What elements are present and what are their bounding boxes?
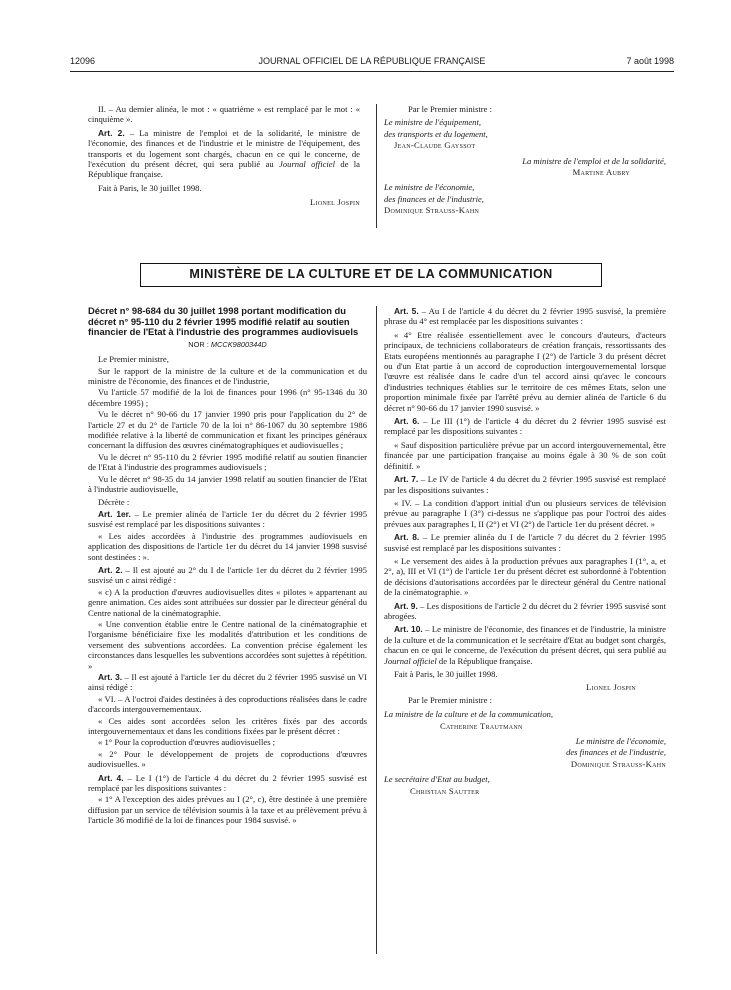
premier-ministre: Le Premier ministre, <box>98 354 169 365</box>
article-10 <box>384 624 666 666</box>
article-3-text: – Il est ajouté à l'article 1er du décret du 2 février 1995 susvisé un VI ainsi rédigé : <box>88 671 367 693</box>
article-3-quote-2: « Ces aides sont accordées selon les critères fixés par des accords intergouvernementaux et dans les conditions fixées par le présent décret : <box>88 715 367 736</box>
signatory-role-1b: des transports et du logement, <box>384 128 488 139</box>
paragraph-ii: II. – Au dernier alinéa, le mot : « quatrième » est remplacé par le mot : « cinquième ». <box>88 104 360 125</box>
article-2-decree-label: Art. 2. <box>98 564 123 575</box>
article-9 <box>384 601 666 622</box>
decree-name-2: Dominique Strauss-Kahn <box>570 758 666 769</box>
running-header <box>70 56 674 70</box>
sur-le-rapport: Sur le rapport de la ministre de la culture et de la communication et du ministre de l'économie, des finances et de l'industrie, <box>88 365 367 386</box>
signatory-name-3: Dominique Strauss-Kahn <box>384 205 480 216</box>
decree-name-1: Catherine Trautmann <box>440 720 523 731</box>
decree-role-2b: des finances et de l'industrie, <box>566 747 666 758</box>
signer-name: Lionel Jospin <box>310 197 360 208</box>
article-8 <box>384 532 666 553</box>
header-rule <box>70 71 674 72</box>
decree-role-1: La ministre de la culture et de la communication, <box>384 709 554 720</box>
decree-title: Décret n° 98-684 du 30 juillet 1998 portant modification du décret n° 95-110 du 2 février 1995 modifié relatif au soutien financier de l'Etat à l'industrie des programmes audiovisuels <box>88 305 359 338</box>
fait-a-paris: Fait à Paris, le 30 juillet 1998. <box>98 182 202 193</box>
column-rule-bottom <box>376 306 377 954</box>
decree-name-3: Christian Sautter <box>410 785 480 796</box>
journal-officiel-ref: Journal officiel <box>279 159 335 170</box>
article-3-quote-1: « VI. – A l'octroi d'aides destinées à des coproductions réalisées dans le cadre d'accords intergouvernementaux. <box>88 693 367 715</box>
visa-3: Vu le décret n° 95-110 du 2 février 1995 modifié relatif au soutien financier de l'Etat à l'industrie des programmes audiovisuels ; <box>88 451 367 473</box>
article-10-label: Art. 10. <box>394 624 423 635</box>
page-number: 12096 <box>70 56 96 66</box>
article-7 <box>384 474 666 495</box>
article-6 <box>384 416 666 437</box>
article-6-text: – Le III (1°) de l'article 4 du décret du 2 février 1995 susvisé est remplacé par les dispositions suivantes : <box>384 416 666 437</box>
article-3 <box>88 672 367 693</box>
article-2-end: de la République française. <box>88 159 360 180</box>
signatory-name-2: Martine Aubry <box>572 167 630 178</box>
signatory-role-1a: Le ministre de l'équipement, <box>384 117 481 128</box>
journal-title: JOURNAL OFFICIEL DE LA RÉPUBLIQUE FRANÇAISE <box>258 56 486 66</box>
visa-4: Vu le décret n° 98-35 du 14 janvier 1998 relatif au soutien financier de l'Etat à l'industrie audiovisuelle, <box>88 473 367 495</box>
decree-par-le: Par le Premier ministre : <box>408 694 493 705</box>
article-2-quote-1: « c) A la production d'œuvres audiovisuelles dites « pilotes » appartenant au genre animation. Ces aides sont attribuées sur dossier par le directeur général du Centre national de la cinématographie. <box>88 586 367 618</box>
nor-reference <box>88 340 367 350</box>
signatory-role-3b: des finances et de l'industrie, <box>384 193 484 204</box>
article-5-text: – Au I de l'article 4 du décret du 2 février 1995 susvisé, la première phrase du 4° est remplacée par les dispositions suivantes : <box>384 306 666 327</box>
visa-1: Vu l'article 57 modifié de la loi de finances pour 1996 (n° 95-1346 du 30 décembre 1995) ; <box>88 387 367 408</box>
article-5 <box>384 306 666 327</box>
article-7-text: – Le IV de l'article 4 du décret du 2 février 1995 susvisé est remplacé par les dispositions suivantes : <box>384 474 666 495</box>
decree-role-2a: Le ministre de l'économie, <box>575 736 666 747</box>
decree-fait-a-paris: Fait à Paris, le 30 juillet 1998. <box>394 669 498 679</box>
par-le-premier-ministre: Par le Premier ministre : <box>408 104 493 114</box>
column-rule-top <box>376 104 377 228</box>
article-6-label: Art. 6. <box>394 416 420 427</box>
article-10-text: – Le ministre de l'économie, des finances et de l'industrie, la ministre de la culture et de la communication et le secrétaire d'Etat au budget sont chargés, chacun en ce qui le concerne, de l'exécution du présent décret, qui sera publié au <box>384 624 666 656</box>
article-2 <box>88 565 367 586</box>
decree-right-column <box>384 306 666 797</box>
article-10-end: de la République française. <box>436 655 533 666</box>
article-8-quote: « Le versement des aides à la production prévues aux paragraphes I (1°, a, et 2°, a), III et VI (1°) de l'article 1er du présent décret est subordonné à l'obtention de décisions d'autorisations accordées par le directeur général du Centre national de la cinématographie. » <box>384 555 666 598</box>
article-6-quote: « Sauf disposition particulière prévue par un accord intergouvernemental, être financée par une participation française au moins égale à 30 % de son coût définitif. » <box>384 439 666 471</box>
nor-code: MCCK9800344D <box>210 339 267 349</box>
decrete: Décrète : <box>98 497 130 508</box>
decree-signer: Lionel Jospin <box>586 682 636 693</box>
decree-left-column <box>88 306 367 827</box>
visa-2: Vu le décret n° 90-66 du 17 janvier 1990 pris pour l'application du 2° de l'article 27 et du 2° de l'article 70 de la loi n° 86-1067 du 30 septembre 1986 modifiée relative à la liberté de communication et fixant les principes généraux concernant la diffusion des œuvres cinématographiques et audiovisuelles ; <box>88 409 367 451</box>
article-7-label: Art. 7. <box>394 474 419 485</box>
article-2-label: Art. 2. <box>98 127 125 138</box>
decree-role-3: Le secrétaire d'Etat au budget, <box>384 774 490 785</box>
article-8-text: – Le premier alinéa du I de l'article 7 du décret du 2 février 1995 susvisé est remplacé par les dispositions suivantes : <box>384 532 666 553</box>
article-3-quote-4: « 2° Pour le développement de projets de coproductions d'œuvres audiovisuelles. » <box>88 748 367 770</box>
article-2-decree-text: – Il est ajouté au 2° du I de l'article 1er du décret du 2 février 1995 susvisé un c ainsi rédigé : <box>88 564 367 586</box>
article-4-quote: « 1° A l'exception des aides prévues au I (2°, c), être destinée à une première diffusion par un service de télévision soumis à la taxe et au prélèvement prévu à l'article 36 modifié de la loi de finances pour 1984 susvisé. » <box>88 794 367 826</box>
article-1-label: Art. 1er. <box>98 508 131 519</box>
article-9-text: – Les dispositions de l'article 2 du décret du 2 février 1995 susvisé sont abrogées. <box>384 600 666 621</box>
article-2-quote-2: « Une convention établie entre le Centre national de la cinématographie et l'organisme bénéficiaire fixe les modalités d'attribution et les conditions de versement des subventions accordées. La convention précise également les circonstances dans lesquelles les subventions accordées sont sujettes à répétition. » <box>88 618 367 671</box>
article-3-label: Art. 3. <box>98 671 123 682</box>
signatory-role-3a: Le ministre de l'économie, <box>384 182 475 193</box>
signatory-name-1: Jean-Claude Gayssot <box>394 140 476 151</box>
article-5-quote: « 4° Etre réalisée essentiellement avec le concours d'auteurs, d'acteurs principaux, de techniciens collaborateurs de création français, ressortissants des Etats européens mentionnés au paragraphe I (2°) de l'article 3 du présent décret ou d'un Etat partie à un accord de coproduction intergouvernemental lorsque l'œuvre est réalisée dans le cadre d'un tel accord ainsi qu'avec le concours d'industries techniques établies sur le territoire de ces mêmes Etats, selon une proportion minimale fixée par l'arrêté prévu au dernier alinéa de l'article 6 du décret n° 90-66 du 17 janvier 1990 susvisé. » <box>384 329 666 413</box>
article-5-label: Art. 5. <box>394 306 419 316</box>
top-left-column <box>88 104 360 209</box>
article-3-quote-3: « 1° Pour la coproduction d'œuvres audiovisuelles ; <box>98 737 276 748</box>
issue-date: 7 août 1998 <box>626 56 674 66</box>
top-right-column <box>384 104 666 217</box>
article-10-jo: Journal officiel <box>384 655 437 666</box>
article-1 <box>88 509 367 530</box>
article-7-quote: « IV. – La condition d'apport initial d'un ou plusieurs services de télévision prévue au paragraphe I (3°) ci-dessus ne s'applique pas pour l'octroi des aides prévues aux paragraphes I, II (2°) et VI (2°) de l'article 1er du présent décret. » <box>384 497 666 529</box>
ministry-section-title: MINISTÈRE DE LA CULTURE ET DE LA COMMUNICATION <box>140 263 602 287</box>
article-2-text: – La ministre de l'emploi et de la solidarité, le ministre de l'économie, des finances et de l'industrie et le ministre de l'équipement, des transports et du logement sont chargés, chacun en ce qui le concerne, de l'exécution du présent décret, qui sera publié au <box>88 127 360 170</box>
article-2-paragraph <box>88 128 360 180</box>
article-4 <box>88 773 367 794</box>
article-1-text: – Le premier alinéa de l'article 1er du décret du 2 février 1995 susvisé est remplacé par les dispositions suivantes : <box>88 508 367 530</box>
article-4-label: Art. 4. <box>98 772 124 783</box>
nor-label: NOR : <box>188 339 211 349</box>
article-1-quote: « Les aides accordées à l'industrie des programmes audiovisuels en application des dispositions de l'article 1er du décret du 14 janvier 1998 susvisé sont destinées : ». <box>88 530 367 562</box>
article-4-text: – Le I (1°) de l'article 4 du décret du 2 février 1995 susvisé est remplacé par les dispositions suivantes : <box>88 772 367 794</box>
article-8-label: Art. 8. <box>394 532 420 543</box>
article-9-label: Art. 9. <box>394 600 418 611</box>
signatory-role-2: La ministre de l'emploi et de la solidarité, <box>522 155 666 166</box>
